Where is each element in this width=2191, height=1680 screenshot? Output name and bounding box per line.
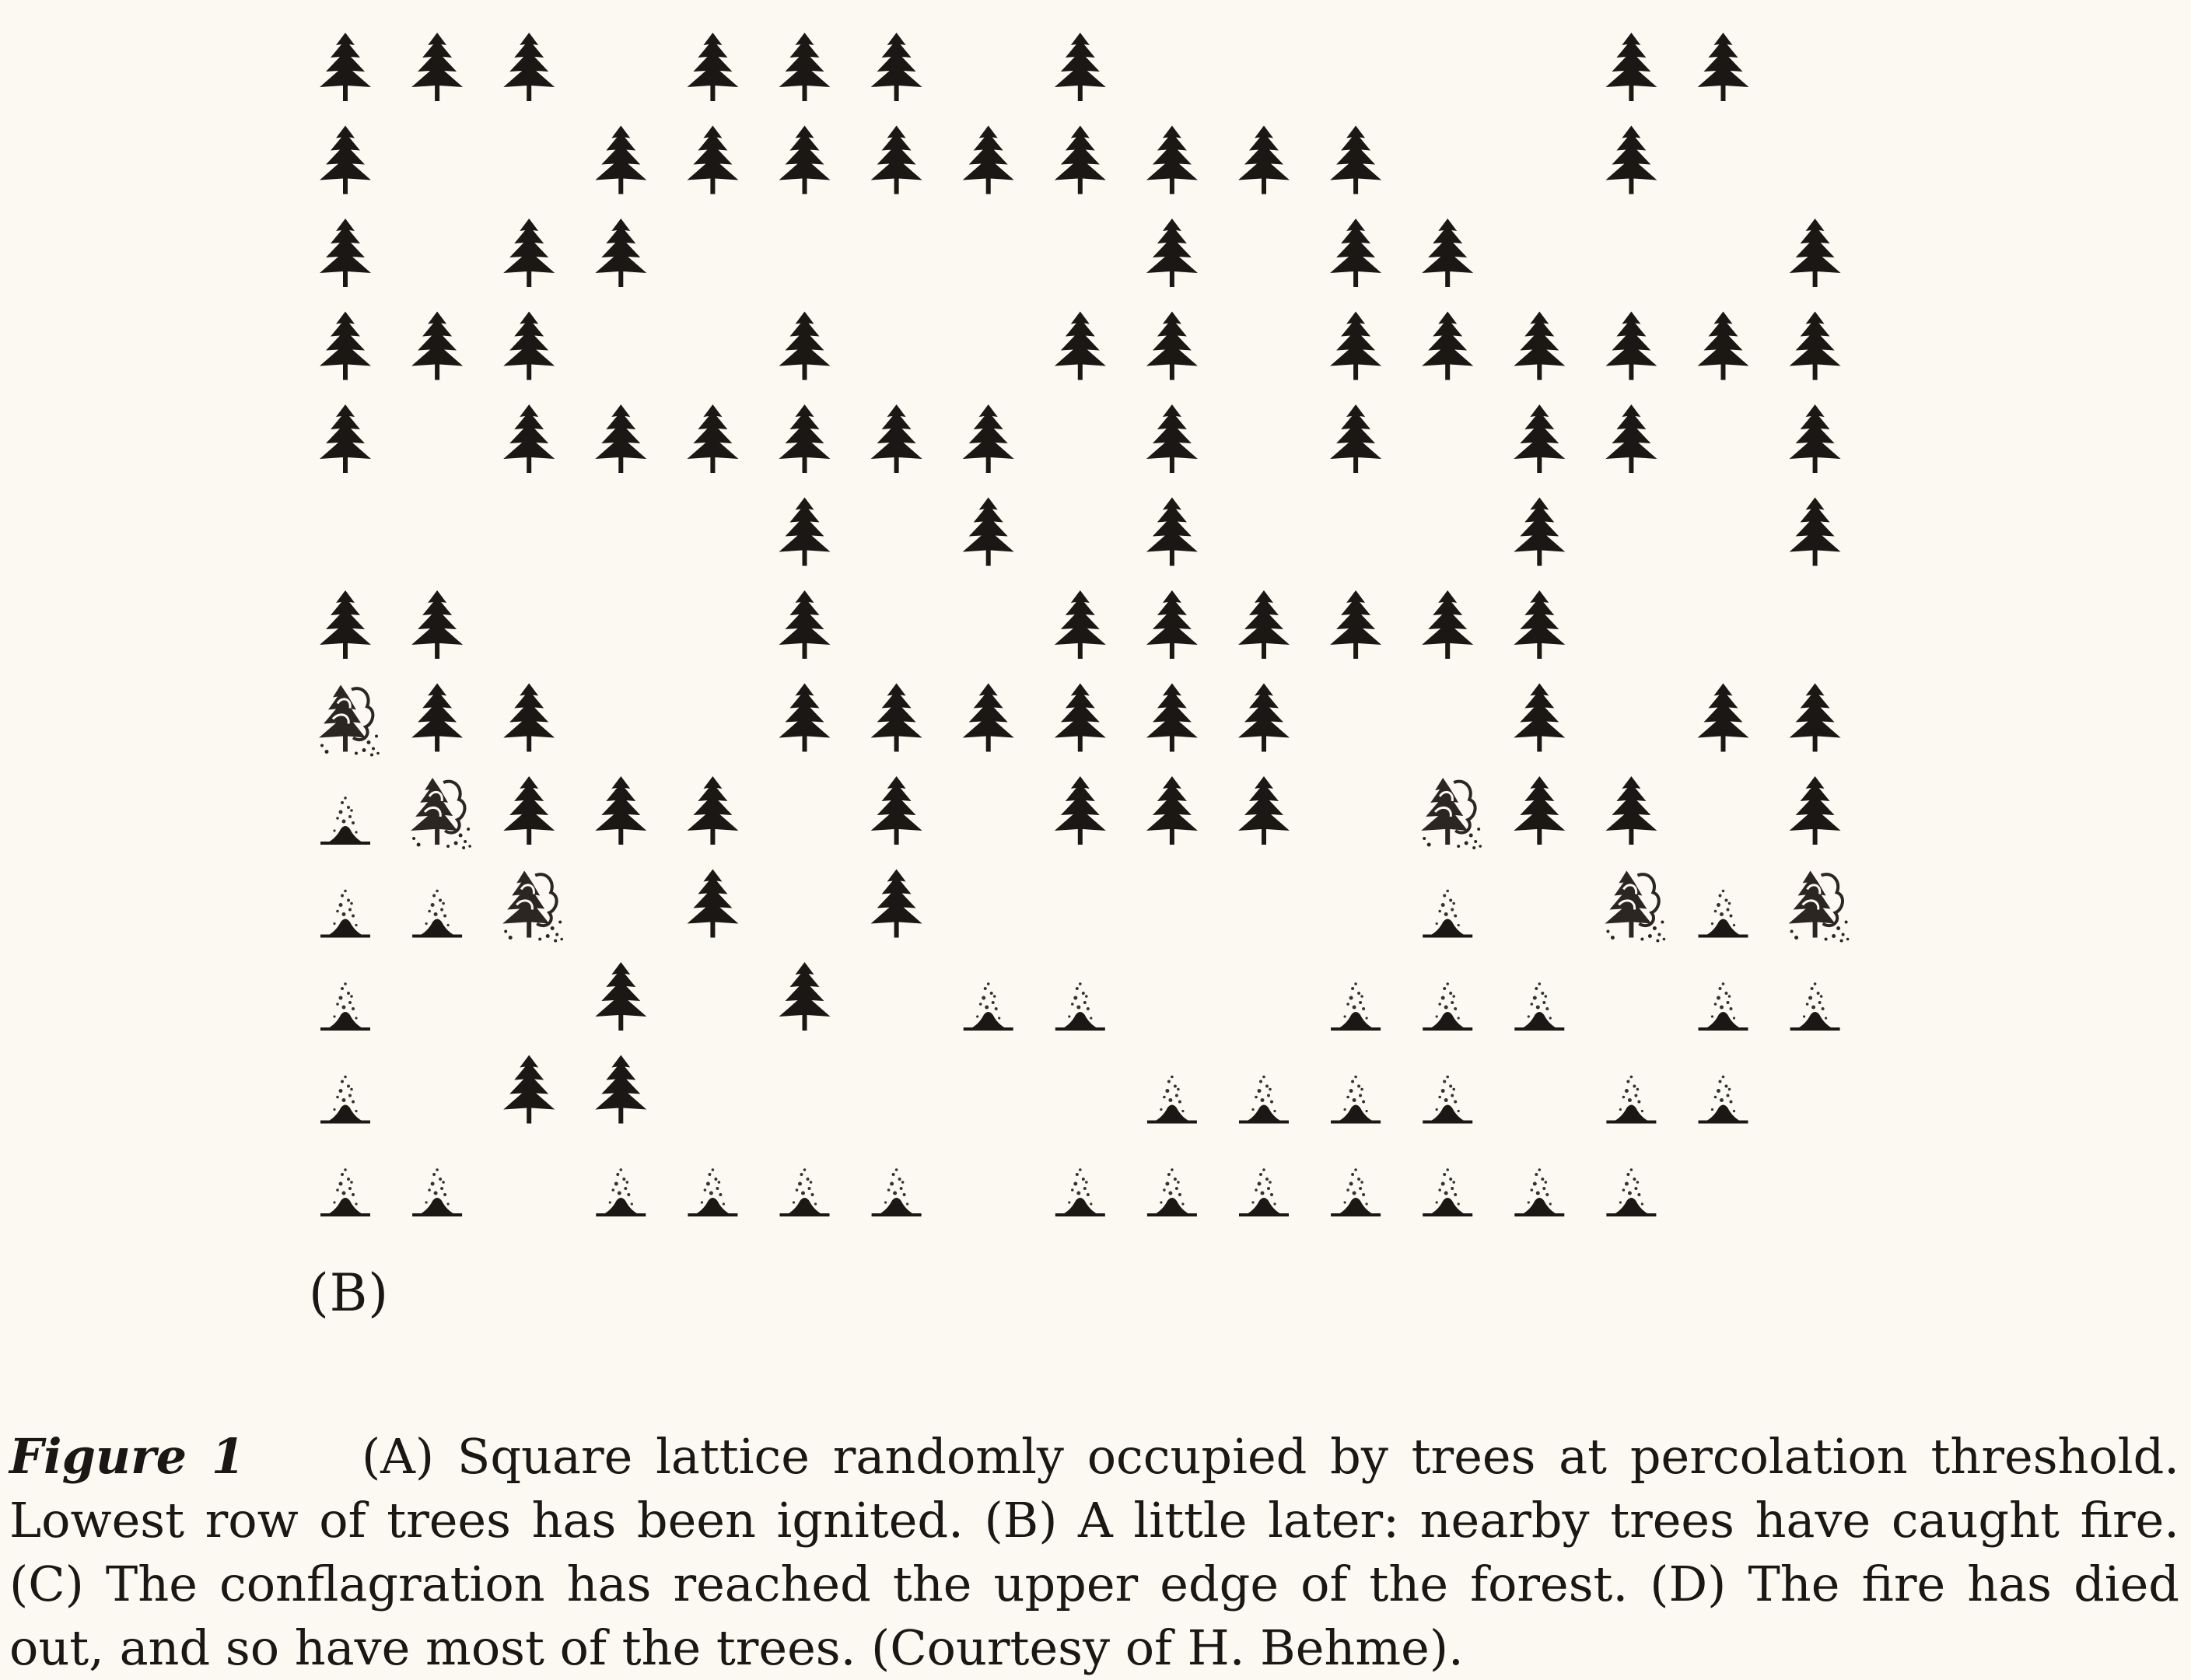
- tree-icon: [320, 590, 371, 659]
- tree-icon: [779, 33, 831, 101]
- burnt-out-icon: [1331, 982, 1381, 1029]
- burning-tree-icon: [411, 778, 471, 849]
- tree-icon: [779, 404, 831, 473]
- tree-icon: [1514, 498, 1565, 566]
- tree-icon: [1605, 126, 1657, 194]
- burning-tree-icon: [502, 871, 563, 943]
- tree-icon: [411, 684, 463, 752]
- tree-icon: [1330, 590, 1381, 659]
- burnt-out-icon: [780, 1168, 830, 1215]
- burnt-out-icon: [1790, 982, 1840, 1029]
- burning-tree-icon: [319, 685, 380, 757]
- tree-icon: [320, 219, 371, 287]
- burnt-out-icon: [320, 890, 370, 936]
- tree-icon: [1330, 312, 1381, 380]
- burnt-out-icon: [320, 796, 370, 843]
- tree-icon: [1605, 33, 1657, 101]
- burnt-out-icon: [320, 982, 370, 1029]
- tree-icon: [320, 312, 371, 380]
- figure-caption: [9, 1425, 2179, 1680]
- burnt-out-icon: [1514, 1168, 1564, 1215]
- tree-icon: [1055, 312, 1106, 380]
- burnt-out-icon: [1331, 1076, 1381, 1122]
- tree-icon: [1146, 219, 1198, 287]
- burnt-out-icon: [1514, 982, 1564, 1029]
- tree-icon: [779, 498, 831, 566]
- burnt-out-icon: [1606, 1076, 1656, 1122]
- burnt-out-icon: [596, 1168, 646, 1215]
- tree-icon: [1605, 776, 1657, 845]
- burnt-out-icon: [964, 982, 1013, 1029]
- tree-icon: [779, 962, 831, 1031]
- tree-icon: [1146, 126, 1198, 194]
- burnt-out-icon: [1331, 1168, 1381, 1215]
- tree-icon: [1146, 590, 1198, 659]
- tree-icon: [1514, 684, 1565, 752]
- burnt-out-icon: [1239, 1076, 1289, 1122]
- tree-icon: [1146, 684, 1198, 752]
- tree-icon: [1238, 776, 1290, 845]
- tree-icon: [1238, 590, 1290, 659]
- tree-icon: [1790, 219, 1841, 287]
- tree-icon: [871, 126, 922, 194]
- tree-icon: [503, 33, 555, 101]
- burnt-out-icon: [1147, 1168, 1197, 1215]
- tree-icon: [1514, 776, 1565, 845]
- tree-icon: [1146, 404, 1198, 473]
- tree-icon: [963, 684, 1014, 752]
- tree-icon: [871, 404, 922, 473]
- tree-icon: [1055, 684, 1106, 752]
- tree-icon: [1422, 590, 1473, 659]
- tree-icon: [1790, 684, 1841, 752]
- tree-icon: [963, 404, 1014, 473]
- burnt-out-icon: [688, 1168, 737, 1215]
- tree-icon: [779, 684, 831, 752]
- tree-icon: [1055, 590, 1106, 659]
- tree-icon: [320, 404, 371, 473]
- tree-icon: [1790, 776, 1841, 845]
- tree-icon: [1514, 312, 1565, 380]
- tree-icon: [320, 126, 371, 194]
- tree-icon: [411, 33, 463, 101]
- tree-icon: [871, 684, 922, 752]
- tree-icon: [1146, 498, 1198, 566]
- tree-icon: [1790, 312, 1841, 380]
- burning-tree-icon: [1605, 871, 1665, 943]
- tree-icon: [1514, 590, 1565, 659]
- burnt-out-icon: [1423, 890, 1472, 936]
- tree-icon: [503, 684, 555, 752]
- burnt-out-icon: [1147, 1076, 1197, 1122]
- tree-icon: [779, 590, 831, 659]
- tree-icon: [595, 962, 646, 1031]
- panel-label: (B): [309, 1263, 389, 1323]
- burnt-out-icon: [1699, 982, 1748, 1029]
- tree-icon: [779, 312, 831, 380]
- tree-icon: [1055, 126, 1106, 194]
- tree-icon: [595, 219, 646, 287]
- tree-icon: [595, 126, 646, 194]
- burnt-out-icon: [1239, 1168, 1289, 1215]
- burnt-out-icon: [1423, 1168, 1472, 1215]
- burnt-out-icon: [320, 1076, 370, 1122]
- tree-icon: [503, 1055, 555, 1124]
- burning-tree-icon: [1421, 778, 1482, 849]
- tree-icon: [871, 870, 922, 938]
- tree-icon: [779, 126, 831, 194]
- tree-icon: [1055, 776, 1106, 845]
- burnt-out-icon: [1055, 982, 1105, 1029]
- tree-icon: [871, 776, 922, 845]
- figure-label: Figure 1: [9, 1428, 245, 1485]
- tree-icon: [1238, 684, 1290, 752]
- tree-icon: [1605, 312, 1657, 380]
- tree-icon: [411, 590, 463, 659]
- tree-icon: [1330, 404, 1381, 473]
- tree-icon: [1698, 33, 1749, 101]
- tree-icon: [687, 870, 738, 938]
- burnt-out-icon: [1055, 1168, 1105, 1215]
- burnt-out-icon: [412, 890, 462, 936]
- tree-icon: [503, 776, 555, 845]
- tree-icon: [595, 776, 646, 845]
- tree-icon: [1514, 404, 1565, 473]
- burning-tree-icon: [1789, 871, 1850, 943]
- tree-icon: [595, 1055, 646, 1124]
- tree-icon: [503, 312, 555, 380]
- tree-icon: [1698, 312, 1749, 380]
- burnt-out-icon: [412, 1168, 462, 1215]
- tree-icon: [1422, 312, 1473, 380]
- tree-icon: [963, 126, 1014, 194]
- tree-icon: [1055, 33, 1106, 101]
- tree-icon: [963, 498, 1014, 566]
- tree-icon: [1698, 684, 1749, 752]
- tree-icon: [1146, 776, 1198, 845]
- burnt-out-icon: [320, 1168, 370, 1215]
- burnt-out-icon: [1699, 1076, 1748, 1122]
- tree-icon: [1330, 126, 1381, 194]
- lattice-cells: [319, 33, 1849, 1215]
- tree-icon: [503, 404, 555, 473]
- tree-icon: [687, 33, 738, 101]
- tree-icon: [1146, 312, 1198, 380]
- tree-icon: [687, 404, 738, 473]
- tree-icon: [1422, 219, 1473, 287]
- burnt-out-icon: [1423, 1076, 1472, 1122]
- burnt-out-icon: [1606, 1168, 1656, 1215]
- tree-icon: [1330, 219, 1381, 287]
- tree-icon: [1238, 126, 1290, 194]
- tree-icon: [595, 404, 646, 473]
- tree-icon: [871, 33, 922, 101]
- tree-icon: [320, 33, 371, 101]
- caption-text: (A) Square lattice randomly occupied by trees at percolation threshold. Lowest row of trees has been ignited. (B) A little later: nearby trees have caught fire. (C) The conflagration has reached the upper edge of the forest. (D) The fire has died out, and so have most of the trees. (Courtesy of H. Behme).: [9, 1428, 2179, 1676]
- burnt-out-icon: [872, 1168, 922, 1215]
- tree-icon: [687, 776, 738, 845]
- tree-icon: [1790, 498, 1841, 566]
- tree-icon: [503, 219, 555, 287]
- burnt-out-icon: [1699, 890, 1748, 936]
- burnt-out-icon: [1423, 982, 1472, 1029]
- tree-icon: [1605, 404, 1657, 473]
- tree-icon: [687, 126, 738, 194]
- tree-icon: [1790, 404, 1841, 473]
- tree-icon: [411, 312, 463, 380]
